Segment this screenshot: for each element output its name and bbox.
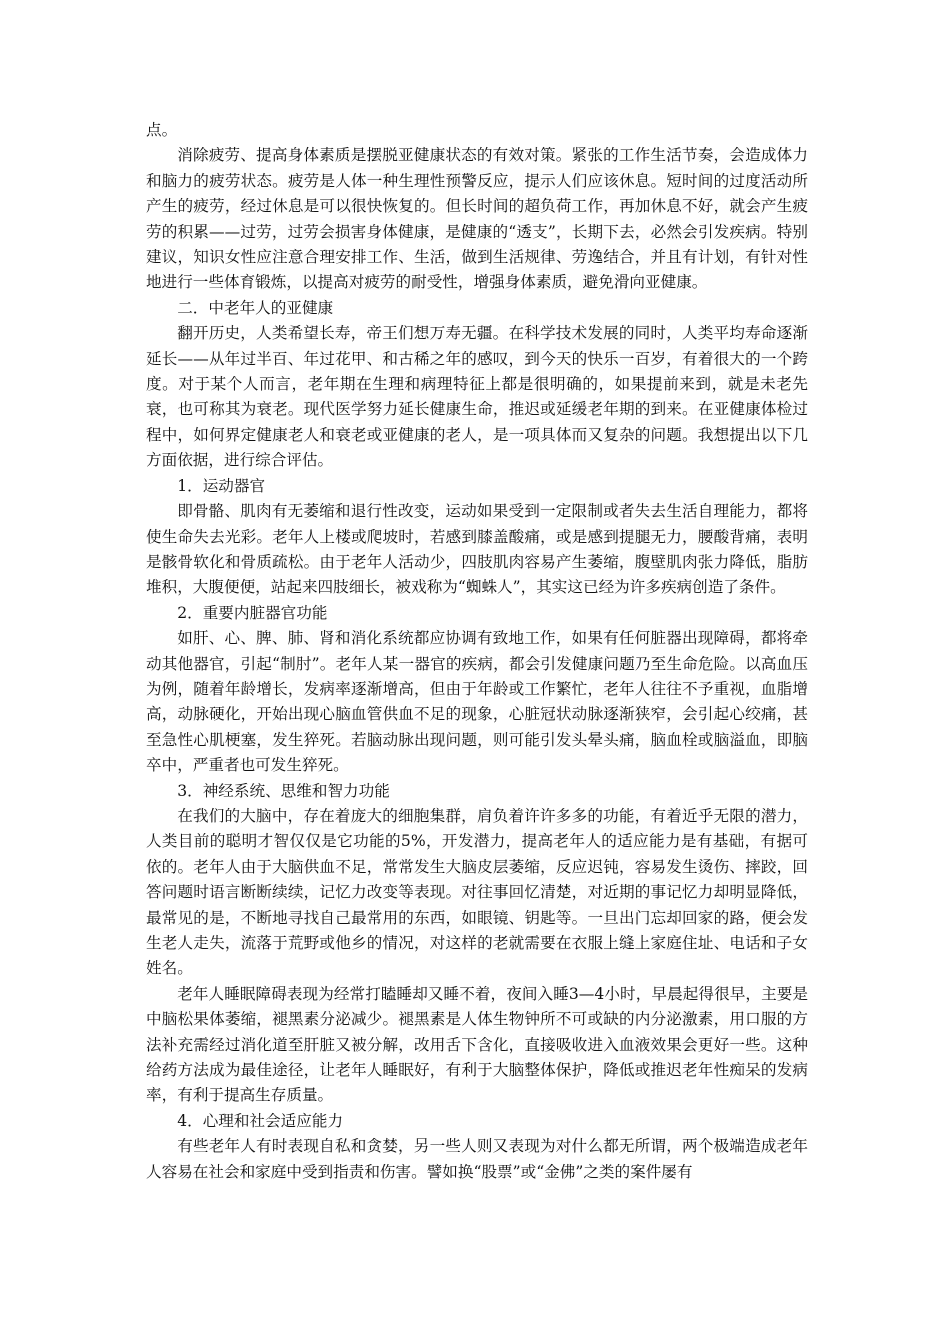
paragraph-fatigue: 消除疲劳、提高身体素质是摆脱亚健康状态的有效对策。紧张的工作生活节奏，会造成体力和脑力的疲劳状态。疲劳是人体一种生理性预警反应，提示人们应该休息。短时间的过度活动所产生的疲劳，经过休息是可以很快恢复的。但长时间的超负荷工作，再加休息不好，就会产生疲劳的积累——过劳，过劳会损害身体健康，是健康的“透支”，长期下去，必然会引发疾病。特别建议，知识女性应注意合理安排工作、生活，做到生活规律、劳逸结合，并且有计划，有针对性地进行一些体育锻炼，以提高对疲劳的耐受性，增强身体素质，避免滑向亚健康。 [146, 146, 808, 292]
paragraph-psychology-social: 有些老年人有时表现自私和贪婪，另一些人则又表现为对什么都无所谓，两个极端造成老年人容易在社会和家庭中受到指责和伤害。譬如换“股票”或“金佛”之类的案件屡有 [146, 1137, 808, 1181]
paragraph-history-longevity: 翻开历史，人类希望长寿，帝王们想万寿无疆。在科学技术发展的同时，人类平均寿命逐渐延长——从年过半百、年过花甲、和古稀之年的感叹，到今天的快乐一百岁，有着很大的一个跨度。对于某个人而言，老年期在生理和病理特征上都是很明确的，如果提前来到，就是未老先衰，也可称其为衰老。现代医学努力延长健康生命，推迟或延缓老年期的到来。在亚健康体检过程中，如何界定健康老人和衰老或亚健康的老人，是一项具体而又复杂的问题。我想提出以下几方面依据，进行综合评估。 [146, 324, 808, 470]
paragraph-continuation: 点。 [146, 121, 178, 139]
section-heading-elderly-subhealth: 二．中老年人的亚健康 [177, 298, 334, 317]
paragraph-internal-organs: 如肝、心、脾、肺、肾和消化系统都应协调有致地工作，如果有任何脏器出现障碍，都将牵动其他器官，引起“制肘”。老年人某一器官的疾病，都会引发健康问题乃至生命危险。以高血压为例，随着年龄增长，发病率逐渐增高，但由于年龄或工作繁忙，老年人往往不予重视，血脂增高，动脉硬化，开始出现心脑血管供血不足的现象，心脏冠状动脉逐渐狭窄，会引起心绞痛，甚至急性心肌梗塞，发生猝死。若脑动脉出现问题，则可能引发头晕头痛，脑血栓或脑溢血，即脑卒中，严重者也可发生猝死。 [146, 629, 808, 775]
subheading-nervous-system: 3．神经系统、思维和智力功能 [177, 781, 390, 800]
paragraph-sleep-disorder: 老年人睡眠障碍表现为经常打瞌睡却又睡不着，夜间入睡3—4小时，早晨起得很早，主要是中脑松果体萎缩，褪黑素分泌减少。褪黑素是人体生物钟所不可或缺的内分泌激素，用口服的方法补充需经过消化道至肝脏又被分解，改用舌下含化，直接吸收进入血液效果会更好一些。这种给药方法成为最佳途径，让老年人睡眠好，有利于大脑整体保护，降低或推迟老年性痴呆的发病率，有利于提高生存质量。 [146, 984, 808, 1105]
document-page [146, 118, 808, 1185]
subheading-motor-organs: 1．运动器官 [177, 476, 266, 495]
paragraph-motor-organs: 即骨骼、肌肉有无萎缩和退行性改变，运动如果受到一定限制或者失去生活自理能力，都将使生命失去光彩。老年人上楼或爬坡时，若感到膝盖酸痛，或是感到提腿无力，腰酸背痛，表明是骸骨软化和骨质疏松。由于老年人活动少，四肢肌肉容易产生萎缩，腹壁肌肉张力降低，脂肪堆积，大腹便便，站起来四肢细长，被戏称为“蜘蛛人”，其实这已经为许多疾病创造了条件。 [146, 502, 808, 597]
paragraph-brain-function: 在我们的大脑中，存在着庞大的细胞集群，肩负着许许多多的功能，有着近乎无限的潜力，人类目前的聪明才智仅仅是它功能的5%，开发潜力，提高老年人的适应能力是有基础，有据可依的。老年人由于大脑供血不足，常常发生大脑皮层萎缩，反应迟钝，容易发生烫伤、摔跤，回答问题时语言断断续续，记忆力改变等表现。对往事回忆清楚，对近期的事记忆力却明显降低，最常见的是，不断地寻找自己最常用的东西，如眼镜、钥匙等。一旦出门忘却回家的路，便会发生老人走失，流落于荒野或他乡的情况，对这样的老就需要在衣服上缝上家庭住址、电话和子女姓名。 [146, 806, 808, 978]
subheading-psychology-social: 4．心理和社会适应能力 [177, 1111, 344, 1130]
subheading-internal-organs: 2．重要内脏器官功能 [177, 603, 328, 622]
